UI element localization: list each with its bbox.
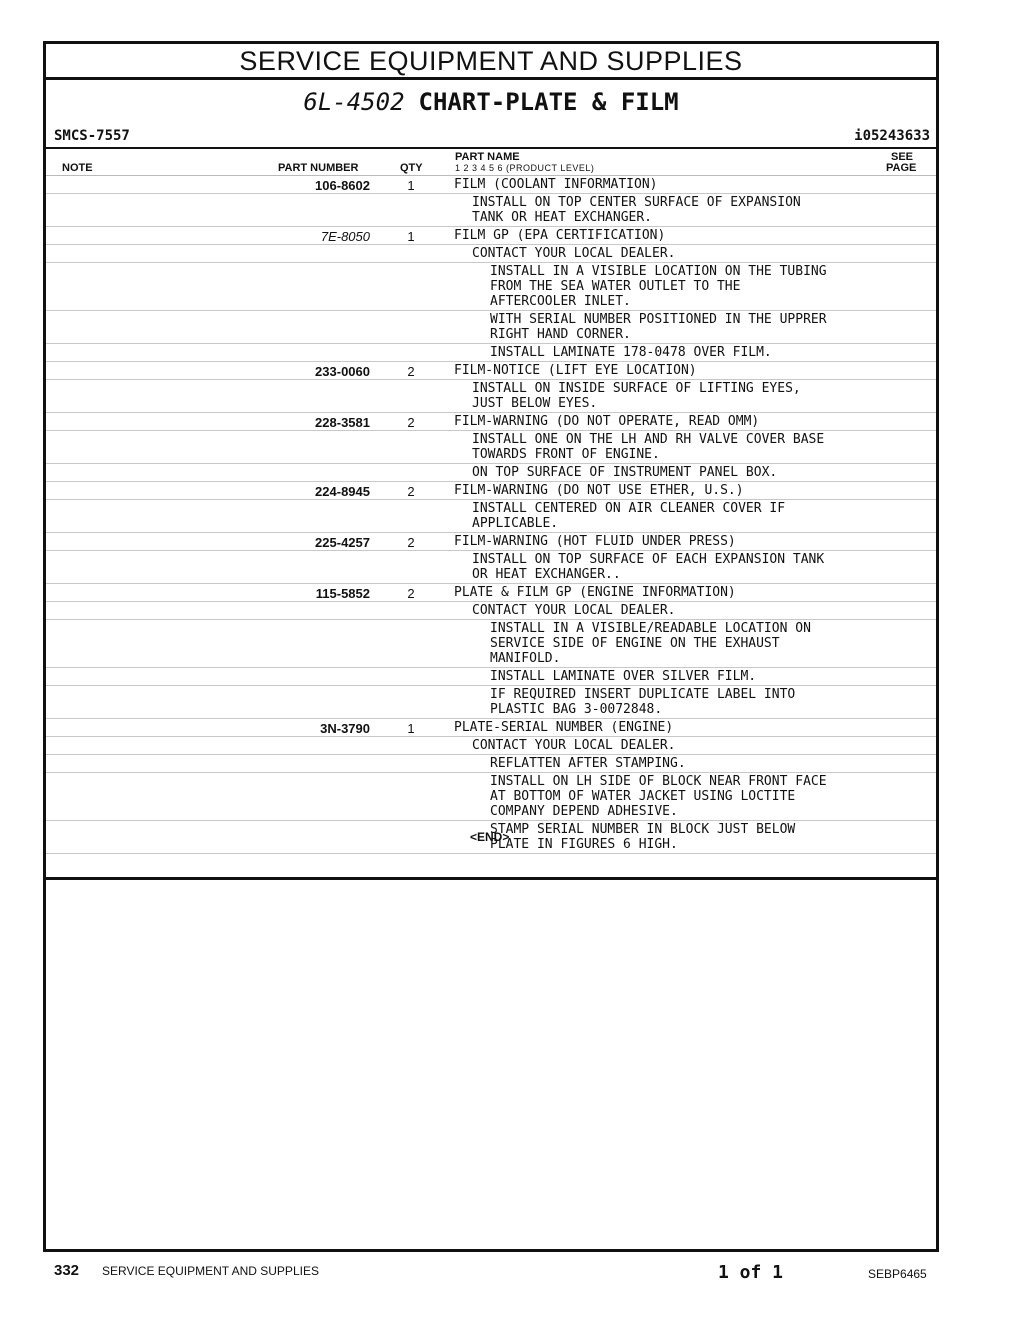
part-number: 228-3581 (315, 415, 370, 430)
heading-part-name: CHART-PLATE & FILM (418, 88, 679, 116)
note-row (46, 620, 936, 668)
page-frame (43, 41, 939, 1252)
note-row (46, 668, 936, 686)
part-row (46, 227, 936, 245)
col-product-levels: 1 2 3 4 5 6 (PRODUCT LEVEL) (455, 163, 595, 173)
quantity: 2 (407, 484, 415, 499)
note-row (46, 737, 936, 755)
note-row (46, 551, 936, 584)
footer-section: SERVICE EQUIPMENT AND SUPPLIES (102, 1264, 319, 1278)
part-name: FILM GP (EPA CERTIFICATION) (454, 228, 666, 243)
part-name: FILM-WARNING (HOT FLUID UNDER PRESS) (454, 534, 736, 549)
note-row (46, 773, 936, 821)
note-row (46, 194, 936, 227)
footer-page-number: 332 (54, 1262, 80, 1279)
part-row (46, 719, 936, 737)
install-note: INSTALL ONE ON THE LH AND RH VALVE COVER BASE TOWARDS FRONT OF ENGINE. (472, 432, 825, 462)
part-name: FILM-WARNING (DO NOT USE ETHER, U.S.) (454, 483, 744, 498)
install-note: ON TOP SURFACE OF INSTRUMENT PANEL BOX. (472, 465, 778, 480)
part-number: 224-8945 (315, 484, 370, 499)
install-note: INSTALL CENTERED ON AIR CLEANER COVER IF APPLICABLE. (472, 501, 786, 531)
part-row (46, 533, 936, 551)
quantity: 2 (407, 415, 415, 430)
install-note: INSTALL IN A VISIBLE/READABLE LOCATION ON SERVICE SIDE OF ENGINE ON THE EXHAUST MANIFOLD. (490, 621, 811, 666)
install-note: INSTALL IN A VISIBLE LOCATION ON THE TUBING FROM THE SEA WATER OUTLET TO THE AFTERCOOLER INLET. (490, 264, 827, 309)
note-row (46, 464, 936, 482)
heading-part-number: 6L-4502 (303, 88, 405, 116)
part-heading (46, 88, 936, 116)
part-name: FILM (COOLANT INFORMATION) (454, 177, 658, 192)
install-note: IF REQUIRED INSERT DUPLICATE LABEL INTO PLASTIC BAG 3-0072848. (490, 687, 796, 717)
part-row (46, 482, 936, 500)
col-page: PAGE (886, 162, 917, 174)
quantity: 1 (407, 178, 415, 193)
col-qty: QTY (400, 162, 423, 174)
col-note: NOTE (62, 162, 93, 174)
install-note: INSTALL ON TOP SURFACE OF EACH EXPANSION TANK OR HEAT EXCHANGER.. (472, 552, 825, 582)
install-note: CONTACT YOUR LOCAL DEALER. (472, 246, 676, 261)
note-row (46, 380, 936, 413)
part-number: 225-4257 (315, 535, 370, 550)
install-note: INSTALL ON TOP CENTER SURFACE OF EXPANSION TANK OR HEAT EXCHANGER. (472, 195, 801, 225)
part-name: PLATE & FILM GP (ENGINE INFORMATION) (454, 585, 736, 600)
part-row (46, 176, 936, 194)
part-number: 3N-3790 (320, 721, 370, 736)
part-name: FILM-NOTICE (LIFT EYE LOCATION) (454, 363, 697, 378)
note-row (46, 245, 936, 263)
install-note: STAMP SERIAL NUMBER IN BLOCK JUST BELOW PLATE IN FIGURES 6 HIGH. (490, 822, 796, 852)
footer-doc-number: SEBP6465 (868, 1267, 927, 1281)
quantity: 1 (407, 721, 415, 736)
quantity: 2 (407, 364, 415, 379)
smcs-code: SMCS-7557 (54, 128, 130, 144)
install-note: INSTALL ON LH SIDE OF BLOCK NEAR FRONT FACE AT BOTTOM OF WATER JACKET USING LOCTITE COMPANY DEPEND ADHESIVE. (490, 774, 827, 819)
col-part-number: PART NUMBER (278, 162, 359, 174)
note-row (46, 431, 936, 464)
install-note: CONTACT YOUR LOCAL DEALER. (472, 603, 676, 618)
quantity: 2 (407, 586, 415, 601)
install-note: WITH SERIAL NUMBER POSITIONED IN THE UPPRER RIGHT HAND CORNER. (490, 312, 827, 342)
install-note: INSTALL ON INSIDE SURFACE OF LIFTING EYES, JUST BELOW EYES. (472, 381, 801, 411)
section-title: SERVICE EQUIPMENT AND SUPPLIES (46, 44, 936, 80)
install-note: INSTALL LAMINATE OVER SILVER FILM. (490, 669, 757, 684)
part-number: 233-0060 (315, 364, 370, 379)
quantity: 2 (407, 535, 415, 550)
note-row (46, 344, 936, 362)
note-row (46, 686, 936, 719)
install-note: CONTACT YOUR LOCAL DEALER. (472, 738, 676, 753)
part-number: 115-5852 (315, 586, 370, 601)
part-row (46, 413, 936, 431)
part-name: PLATE-SERIAL NUMBER (ENGINE) (454, 720, 674, 735)
quantity: 1 (407, 229, 415, 244)
note-row (46, 500, 936, 533)
part-number: 7E-8050 (320, 229, 370, 244)
part-number: 106-8602 (315, 178, 370, 193)
part-row (46, 584, 936, 602)
parts-list (46, 176, 936, 854)
footer-page-of: 1 of 1 (718, 1262, 784, 1283)
note-row (46, 311, 936, 344)
install-note: REFLATTEN AFTER STAMPING. (490, 756, 686, 771)
document-ident: i05243633 (854, 128, 930, 144)
install-note: INSTALL LAMINATE 178-0478 OVER FILM. (490, 345, 772, 360)
header-divider (46, 147, 936, 149)
note-row (46, 602, 936, 620)
col-see: SEE (891, 151, 914, 163)
part-row (46, 362, 936, 380)
col-part-name: PART NAME (455, 151, 520, 163)
note-row (46, 755, 936, 773)
part-name: FILM-WARNING (DO NOT OPERATE, READ OMM) (454, 414, 760, 429)
note-row (46, 263, 936, 311)
end-marker: <END> (470, 830, 510, 844)
list-bottom-divider (46, 877, 936, 880)
